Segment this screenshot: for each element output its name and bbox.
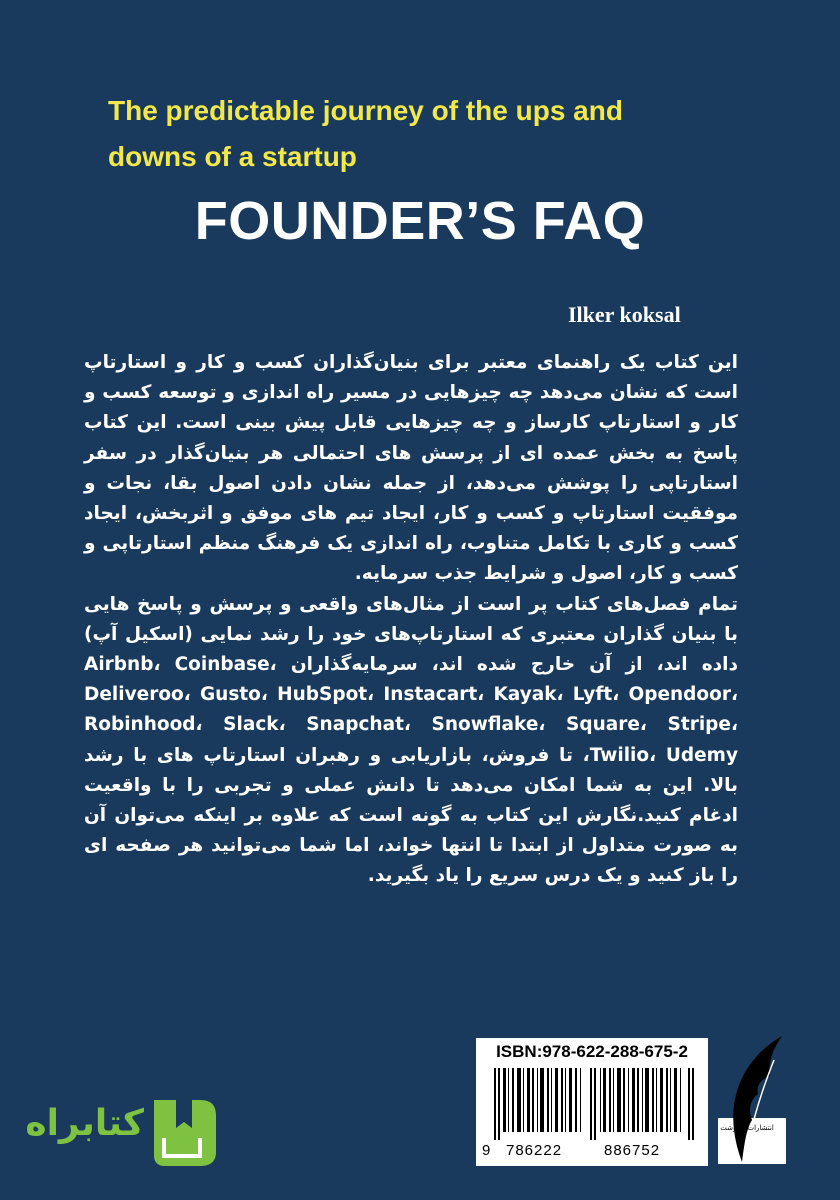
book-title: FOUNDER’S FAQ	[194, 191, 646, 251]
barcode-lead-digit: 9	[482, 1142, 492, 1159]
barcode-group-1: 786222	[506, 1142, 563, 1159]
store-name: کتابراه	[25, 1103, 144, 1144]
description-paragraph-1: این کتاب یک راهنمای معتبر برای بنیان‌گذاران کسب و کار و استارتاپ است که نشان می‌دهد چه چیزهایی در مسیر راه اندازی و توسعه کسب و کار و استارتاپ کارساز و چه چیزهایی قابل پیش بینی است. این کتاب پاسخ به بخش عمده ای از پرسش های احتمالی هر بنیان‌گذار در سفر استارتاپی را پوشش می‌دهد، از جمله نشان دادن اصول بقا، نجات و موفقیت استارتاپ و کسب و کار، ایجاد تیم های موفق و اثربخش، ایجاد کسب و کاری با تکامل متناوب، راه اندازی یک فرهنگ منظم استارتاپی و کسب و کار، اصول و شرایط جذب سرمایه.	[84, 352, 738, 585]
cover-subtitle: The predictable journey of the ups and downs of a startup	[108, 95, 623, 172]
book-description	[84, 348, 738, 892]
quill-feather-icon	[712, 1030, 792, 1170]
isbn-barcode	[476, 1038, 708, 1166]
author-name: Ilker koksal	[568, 302, 681, 327]
barcode-group-2: 886752	[604, 1142, 661, 1159]
barcode-bars	[494, 1068, 694, 1140]
publisher-name: انتشارات زرنوشت	[720, 1124, 774, 1132]
description-paragraph-2: تمام فصل‌های کتاب پر است از مثال‌های واقعی و پرسش و پاسخ هایی با بنیان گذاران معتبری که استارتاپ‌های خود را رشد نمایی (اسکیل آپ) داده اند، از آن خارج شده اند، سرمایه‌گذاران Airbnb، Coinbase، Deliveroo، Gusto، HubSpot، Instacart، Kayak، Lyft، Opendoor، Robinhood، Slack، Snapchat، Snowflake، Square، Stripe، Twilio، Udemy، تا فروش، بازاریابی و رهبران استارتاپ های با رشد بالا. این به شما امکان می‌دهد تا دانش عملی و تجربی را با واقعیت ادغام کنید.نگارش این کتاب به گونه است که علاوه بر اینکه می‌توان آن به صورت متداول از ابتدا تا انتها خواند، اما شما می‌توانید هر صفحه ای را باز کنید و یک درس سریع را یاد بگیرید.	[84, 593, 738, 887]
isbn-label: ISBN:978-622-288-675-2	[496, 1042, 688, 1061]
